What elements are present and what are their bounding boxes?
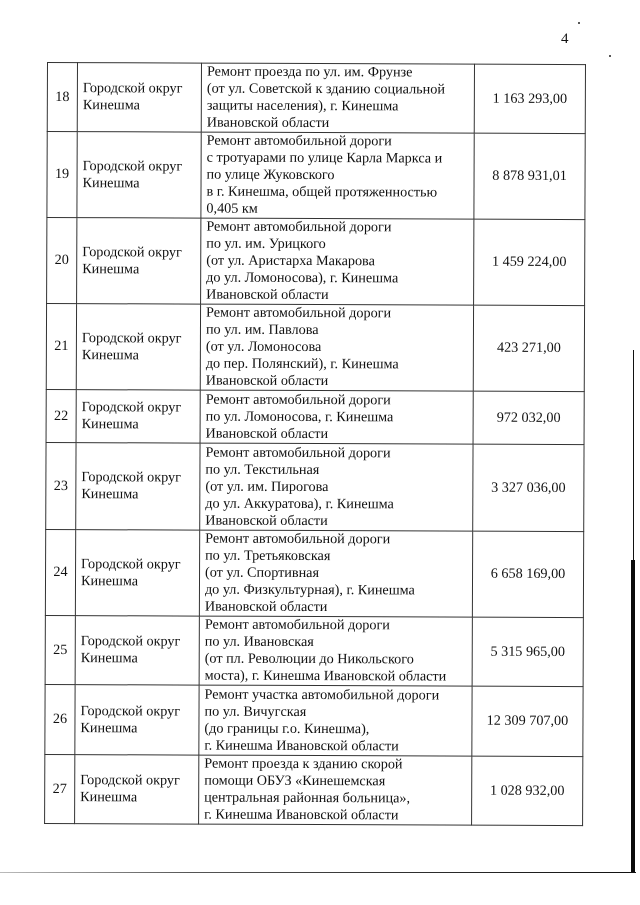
description-line: по ул. Вичугская xyxy=(204,703,307,720)
description-line: до ул. Физкультурная), г. Кинешма xyxy=(204,581,415,599)
row-number: 18 xyxy=(47,63,77,132)
amount-cell: 1 163 293,00 xyxy=(474,64,585,133)
municipality-line: Кинешма xyxy=(80,789,138,806)
table-row xyxy=(47,132,585,220)
municipality-line: Кинешма xyxy=(80,572,139,589)
municipality-line: Городской округ xyxy=(80,702,181,720)
description-cell xyxy=(200,443,473,531)
description-cell xyxy=(201,132,474,219)
row-number: 22 xyxy=(46,389,76,442)
description-line: (от ул. им. Пирогова xyxy=(205,478,329,495)
amount-cell: 8 878 931,01 xyxy=(474,133,585,219)
description-cell xyxy=(199,616,472,686)
description-line: по ул. Третьяковская xyxy=(205,547,331,565)
municipality-line: Городской округ xyxy=(80,772,180,789)
table-row xyxy=(46,389,584,444)
funding-table xyxy=(44,62,586,826)
municipality-line: Кинешма xyxy=(81,416,139,433)
municipality-line: Кинешма xyxy=(82,174,140,191)
amount-cell: 1 028 932,00 xyxy=(472,756,583,825)
description-line: Ремонт автомобильной дороги xyxy=(206,218,392,236)
municipality-line: Городской округ xyxy=(81,469,181,486)
description-line: Ивановской области xyxy=(206,286,329,304)
amount-cell: 5 315 965,00 xyxy=(472,617,583,686)
description-line: по ул. им. Павлова xyxy=(205,321,319,339)
municipality-line: Кинешма xyxy=(82,97,140,114)
municipality-cell xyxy=(77,132,201,218)
municipality-cell xyxy=(76,390,200,443)
description-line: (от ул. Советской к зданию социальной xyxy=(206,80,445,98)
row-number: 19 xyxy=(47,132,77,218)
description-line: по ул. Ивановская xyxy=(204,633,314,651)
municipality-line: Кинешма xyxy=(81,346,139,363)
scan-speck xyxy=(578,22,580,24)
municipality-line: Городской округ xyxy=(81,555,181,573)
table-row xyxy=(45,754,583,825)
description-line: Ремонт автомобильной дороги xyxy=(205,530,391,548)
municipality-line: Городской округ xyxy=(81,329,182,347)
description-line: в г. Кинешма, общей протяженностью xyxy=(206,183,438,201)
description-line: (от ул. Спортивная xyxy=(205,564,320,582)
municipality-line: Кинешма xyxy=(80,650,138,667)
description-line: Ивановской области xyxy=(205,425,329,442)
municipality-line: Кинешма xyxy=(81,486,139,503)
municipality-line: Городской округ xyxy=(82,243,182,261)
description-line: до ул. Аккуратова), г. Кинешма xyxy=(205,495,394,512)
row-number: 20 xyxy=(47,218,77,304)
scan-bottom-line xyxy=(0,872,636,873)
municipality-line: Городской округ xyxy=(82,80,183,97)
description-line: 0,405 км xyxy=(206,200,258,217)
row-number: 27 xyxy=(45,754,75,823)
description-line: до ул. Ломоносова), г. Кинешма xyxy=(206,269,399,287)
amount-cell: 972 032,00 xyxy=(473,391,584,444)
description-line: по улице Жуковского xyxy=(206,166,335,184)
description-line: Ивановской области xyxy=(204,598,328,616)
description-line: (до границы г.о. Кинешма), xyxy=(204,720,370,737)
description-line: Ивановской области xyxy=(206,114,330,132)
municipality-line: Городской округ xyxy=(80,633,181,650)
description-cell xyxy=(199,685,472,756)
description-line: помощи ОБУЗ «Кинешемская xyxy=(204,772,386,790)
municipality-cell xyxy=(75,755,199,824)
municipality-line: Кинешма xyxy=(82,260,140,277)
municipality-cell xyxy=(75,530,199,616)
description-line: Ремонт участка автомобильной дороги xyxy=(204,686,440,704)
description-line: по ул. Ломоносова, г. Кинешма xyxy=(205,408,394,425)
description-line: (от пл. Революции до Никольского xyxy=(204,650,414,668)
table-row xyxy=(45,684,583,756)
municipality-cell xyxy=(75,685,199,755)
amount-cell: 6 658 169,00 xyxy=(472,531,583,617)
row-number: 24 xyxy=(45,529,75,615)
table-row xyxy=(45,529,583,617)
description-line: Ивановской области xyxy=(205,372,329,390)
municipality-cell xyxy=(75,616,199,685)
description-line: центральная районная больница», xyxy=(204,789,411,807)
row-number: 26 xyxy=(45,684,75,754)
table-row xyxy=(46,304,584,392)
municipality-line: Городской округ xyxy=(81,399,182,416)
page-number: 4 xyxy=(561,31,569,47)
description-line: с тротуарами по улице Карла Маркса и xyxy=(206,149,443,167)
row-number: 21 xyxy=(46,304,76,390)
description-cell xyxy=(201,63,474,133)
municipality-cell xyxy=(77,218,201,304)
description-line: Ремонт проезда к зданию скорой xyxy=(204,755,403,773)
table-row xyxy=(47,63,585,134)
table-row xyxy=(45,615,583,686)
description-cell xyxy=(200,390,473,444)
municipality-cell xyxy=(76,443,200,530)
description-line: Ремонт автомобильной дороги xyxy=(204,616,390,634)
description-line: Ремонт автомобильной дороги xyxy=(205,444,391,461)
description-cell xyxy=(199,530,472,617)
description-line: по ул. им. Урицкого xyxy=(206,235,326,253)
description-line: защиты населения), г. Кинешма xyxy=(206,97,399,115)
municipality-cell xyxy=(77,63,201,132)
description-cell xyxy=(199,755,472,825)
municipality-line: Кинешма xyxy=(80,719,138,736)
description-line: по ул. Текстильная xyxy=(205,461,320,478)
amount-cell: 1 459 224,00 xyxy=(474,219,585,305)
municipality-line: Городской округ xyxy=(82,157,183,175)
description-line: Ремонт автомобильной дороги xyxy=(206,304,392,322)
amount-cell: 3 327 036,00 xyxy=(473,444,584,531)
scan-speck xyxy=(609,55,611,57)
table-row xyxy=(46,442,584,531)
description-line: Ивановской области xyxy=(205,512,328,529)
description-cell xyxy=(200,304,473,391)
description-line: моста), г. Кинешма Ивановской области xyxy=(204,667,447,685)
scan-edge-shadow xyxy=(631,560,635,872)
row-number: 25 xyxy=(45,615,75,684)
row-number: 23 xyxy=(46,442,76,529)
table-row xyxy=(47,218,585,306)
description-line: г. Кинешма Ивановской области xyxy=(204,737,399,754)
description-line: г. Кинешма Ивановской области xyxy=(204,806,399,824)
amount-cell: 423 271,00 xyxy=(473,305,584,391)
description-line: Ремонт автомобильной дороги xyxy=(206,132,392,150)
description-line: (от ул. Ломоносова xyxy=(205,338,322,356)
description-line: Ремонт проезда по ул. им. Фрунзе xyxy=(206,63,413,81)
description-line: (от ул. Аристарха Макарова xyxy=(206,252,375,270)
municipality-cell xyxy=(76,304,200,390)
description-line: до пер. Полянский), г. Кинешма xyxy=(205,355,399,373)
description-cell xyxy=(201,218,474,305)
amount-cell: 12 309 707,00 xyxy=(472,686,583,756)
description-line: Ремонт автомобильной дороги xyxy=(205,391,391,408)
